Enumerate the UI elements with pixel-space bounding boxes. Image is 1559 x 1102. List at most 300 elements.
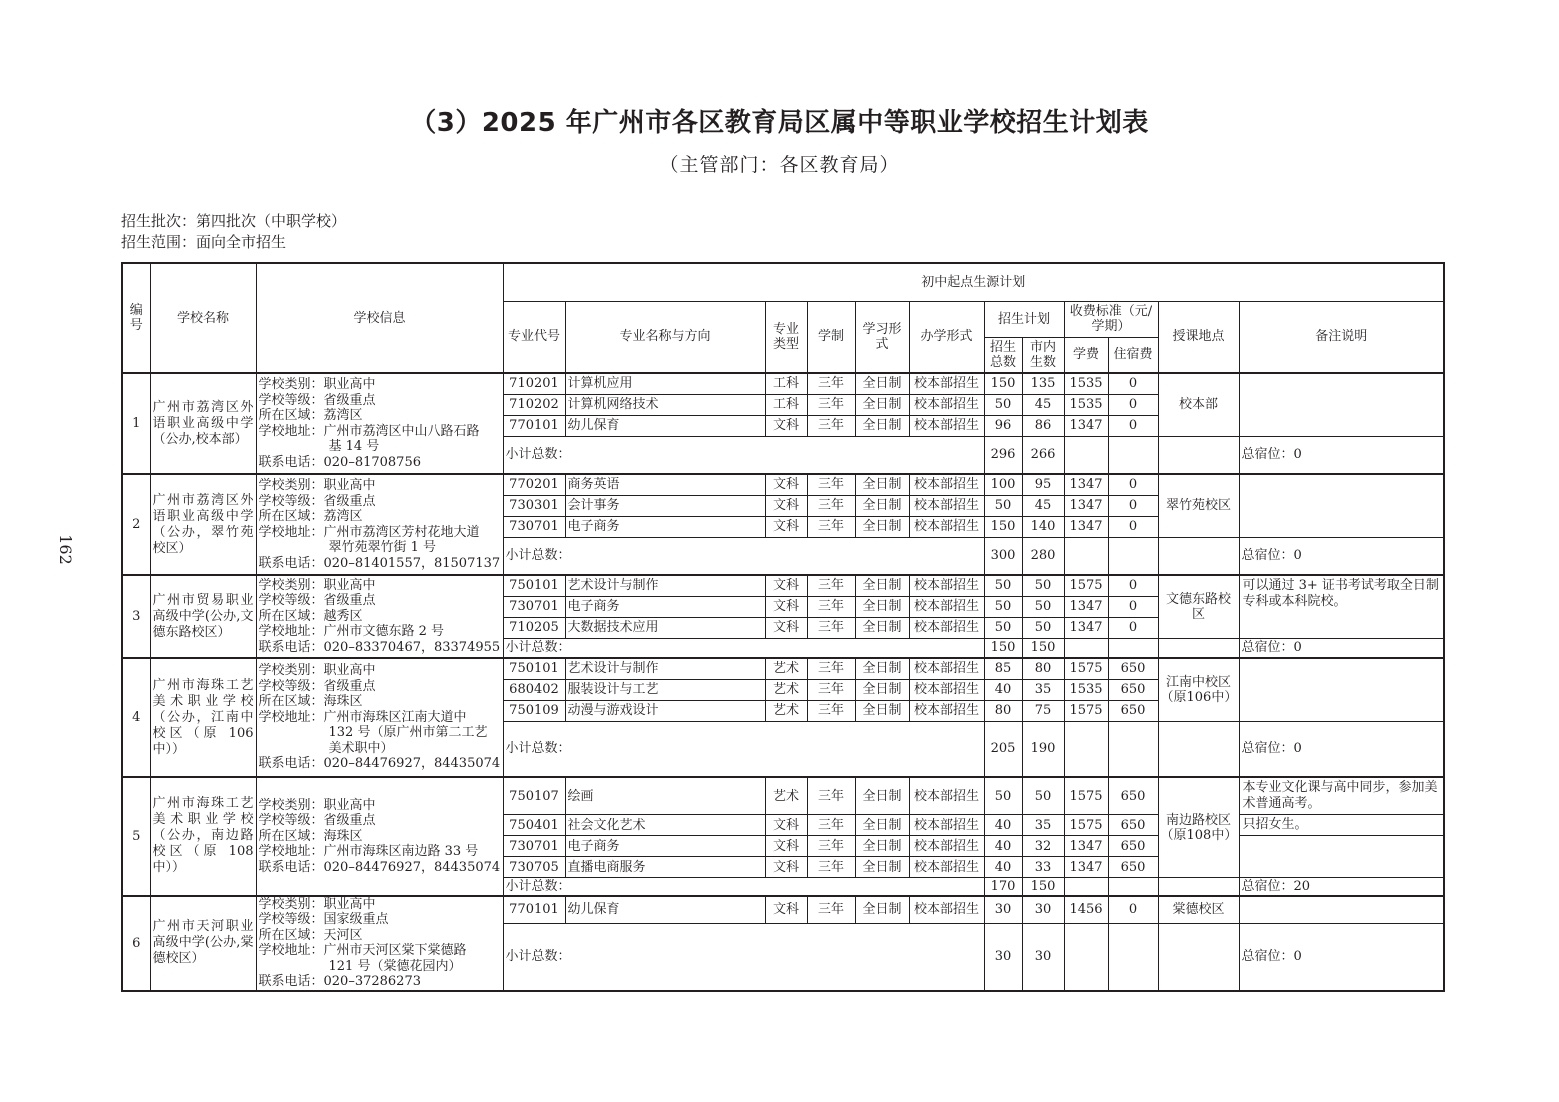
major-name: 绘画	[565, 777, 765, 815]
subtotal-plan-total: 150	[984, 638, 1022, 658]
school-info-line: 学校类别：职业高中	[258, 377, 376, 392]
header-remarks: 备注说明	[1239, 301, 1444, 373]
major-type: 文科	[765, 596, 807, 617]
duration: 三年	[807, 474, 855, 495]
subtotal-plan-total: 170	[984, 878, 1022, 896]
school-info-line: 学校地址：广州市海珠区南边路 33 号	[258, 844, 479, 859]
lodging-fee: 0	[1108, 575, 1158, 596]
subtotal-plan-city: 30	[1022, 924, 1064, 991]
header-major-code: 专业代号	[503, 301, 565, 373]
major-name: 电子商务	[565, 596, 765, 617]
page-title: （3）2025 年广州市各区教育局区属中等职业学校招生计划表	[410, 108, 1149, 138]
plan-city: 30	[1022, 896, 1064, 924]
plan-city: 35	[1022, 815, 1064, 836]
school-name: 广州市海珠工艺美术职业学校（公办，江南中校区（原 106 中））	[150, 658, 256, 777]
major-type: 文科	[765, 617, 807, 638]
tuition: 1347	[1064, 596, 1108, 617]
major-type: 文科	[765, 474, 807, 495]
plan-city: 50	[1022, 617, 1064, 638]
school-info-line: 学校等级：省级重点	[258, 678, 376, 694]
table-row	[122, 474, 1444, 495]
school-info-line: 所在区域：越秀区	[258, 608, 363, 624]
major-type: 工科	[765, 394, 807, 415]
duration: 三年	[807, 617, 855, 638]
school-no: 2	[122, 474, 150, 575]
plan-total: 96	[984, 415, 1022, 436]
study-form: 全日制	[855, 575, 909, 596]
school-info	[256, 474, 503, 575]
teaching-location: 翠竹苑校区	[1158, 474, 1239, 537]
subtotal-tuition	[1064, 924, 1108, 991]
study-form: 全日制	[855, 474, 909, 495]
header-plan-city: 市内生数	[1022, 337, 1064, 373]
subtotal-lodging	[1108, 878, 1158, 896]
plan-total: 50	[984, 596, 1022, 617]
subtotal-label: 小计总数：	[503, 638, 984, 658]
subtotal-plan-total: 300	[984, 537, 1022, 575]
major-name: 计算机应用	[565, 373, 765, 394]
header-no: 编号	[122, 263, 150, 373]
study-form: 全日制	[855, 373, 909, 394]
major-type: 艺术	[765, 777, 807, 815]
lodging-fee: 0	[1108, 596, 1158, 617]
plan-total: 40	[984, 679, 1022, 700]
table-row	[122, 575, 1444, 596]
run-form: 校本部招生	[909, 617, 984, 638]
subtotal-location	[1158, 638, 1239, 658]
school-info-line: 联系电话：020–37286273	[258, 974, 421, 989]
subtotal-plan-city: 150	[1022, 638, 1064, 658]
study-form: 全日制	[855, 394, 909, 415]
major-code: 750101	[503, 575, 565, 596]
header-fee: 收费标准（元/学期）	[1064, 301, 1158, 337]
major-type: 文科	[765, 815, 807, 836]
duration: 三年	[807, 700, 855, 721]
run-form: 校本部招生	[909, 777, 984, 815]
tuition: 1347	[1064, 516, 1108, 537]
plan-total: 40	[984, 857, 1022, 878]
total-dorm-beds: 总宿位：0	[1239, 638, 1444, 658]
school-info-line: 学校地址：广州市文德东路 2 号	[258, 624, 445, 640]
plan-city: 32	[1022, 836, 1064, 857]
duration: 三年	[807, 394, 855, 415]
header-run-form: 办学形式	[909, 301, 984, 373]
duration: 三年	[807, 896, 855, 924]
remark	[1239, 896, 1444, 924]
teaching-location: 南边路校区（原108中）	[1158, 777, 1239, 878]
run-form: 校本部招生	[909, 596, 984, 617]
subtotal-location	[1158, 924, 1239, 991]
header-plan: 招生计划	[984, 301, 1064, 337]
run-form: 校本部招生	[909, 415, 984, 436]
school-info-line: 学校地址：广州市荔湾区中山八路石路	[258, 423, 480, 439]
remark: 本专业文化课与高中同步，参加美术普通高考。	[1239, 777, 1444, 815]
lodging-fee: 0	[1108, 617, 1158, 638]
school-info-line: 所在区域：海珠区	[258, 694, 363, 710]
major-name: 大数据技术应用	[565, 617, 765, 638]
school-info-line: 所在区域：天河区	[258, 927, 363, 943]
admission-scope: 招生范围：面向全市招生	[121, 233, 287, 251]
school-info	[256, 575, 503, 658]
plan-city: 140	[1022, 516, 1064, 537]
school-info	[256, 777, 503, 896]
subtotal-label: 小计总数：	[503, 924, 984, 991]
plan-city: 50	[1022, 575, 1064, 596]
major-name: 直播电商服务	[565, 857, 765, 878]
subtotal-tuition	[1064, 436, 1108, 474]
plan-city: 50	[1022, 777, 1064, 815]
tuition: 1575	[1064, 700, 1108, 721]
run-form: 校本部招生	[909, 394, 984, 415]
school-info-line: 联系电话：020–84476927，84435074	[258, 859, 501, 875]
major-type: 文科	[765, 495, 807, 516]
run-form: 校本部招生	[909, 474, 984, 495]
plan-total: 50	[984, 394, 1022, 415]
total-dorm-beds: 总宿位：0	[1239, 721, 1444, 777]
plan-city: 86	[1022, 415, 1064, 436]
subtotal-label: 小计总数：	[503, 878, 984, 896]
school-name: 广州市贸易职业高级中学(公办,文德东路校区）	[150, 575, 256, 658]
lodging-fee: 0	[1108, 394, 1158, 415]
school-info-line: 学校等级：省级重点	[258, 593, 376, 609]
major-type: 文科	[765, 575, 807, 596]
subtotal-plan-total: 205	[984, 721, 1022, 777]
subtotal-label: 小计总数：	[503, 436, 984, 474]
teaching-location: 江南中校区（原106中）	[1158, 658, 1239, 721]
study-form: 全日制	[855, 777, 909, 815]
tuition: 1575	[1064, 815, 1108, 836]
remark	[1239, 658, 1444, 721]
subtotal-plan-city: 266	[1022, 436, 1064, 474]
major-code: 750401	[503, 815, 565, 836]
study-form: 全日制	[855, 658, 909, 679]
remark	[1239, 373, 1444, 436]
school-info-line: 学校地址：广州市海珠区江南大道中	[258, 709, 467, 725]
duration: 三年	[807, 857, 855, 878]
tuition: 1347	[1064, 617, 1108, 638]
school-info-line: 学校类别：职业高中	[258, 663, 376, 679]
subtotal-lodging	[1108, 638, 1158, 658]
subtotal-tuition	[1064, 721, 1108, 777]
study-form: 全日制	[855, 617, 909, 638]
school-info-line: 学校等级：省级重点	[258, 493, 376, 509]
header-major-name: 专业名称与方向	[565, 301, 765, 373]
major-name: 电子商务	[565, 836, 765, 857]
header-school-name: 学校名称	[150, 263, 256, 373]
school-info-line: 联系电话：020–83370467，83374955	[258, 639, 501, 655]
table-row	[122, 658, 1444, 679]
major-code: 710202	[503, 394, 565, 415]
header-major-type: 专业类型	[765, 301, 807, 373]
school-info-line: 学校等级：省级重点	[258, 813, 376, 828]
tuition: 1575	[1064, 658, 1108, 679]
tuition: 1575	[1064, 575, 1108, 596]
plan-total: 50	[984, 495, 1022, 516]
table-row	[122, 777, 1444, 815]
school-info-line: 学校等级：省级重点	[258, 392, 376, 408]
plan-total: 50	[984, 617, 1022, 638]
teaching-location: 文德东路校区	[1158, 575, 1239, 638]
major-type: 文科	[765, 896, 807, 924]
run-form: 校本部招生	[909, 857, 984, 878]
tuition: 1347	[1064, 836, 1108, 857]
remark: 可以通过 3+ 证书考试考取全日制专科或本科院校。	[1239, 575, 1444, 638]
school-info	[256, 896, 503, 991]
duration: 三年	[807, 777, 855, 815]
subtotal-label: 小计总数：	[503, 721, 984, 777]
header-study-form: 学习形式	[855, 301, 909, 373]
school-name: 广州市天河职业高级中学(公办,棠德校区）	[150, 896, 256, 991]
major-name: 电子商务	[565, 516, 765, 537]
major-type: 文科	[765, 516, 807, 537]
header-tuition: 学费	[1064, 337, 1108, 373]
major-code: 730701	[503, 836, 565, 857]
remark	[1239, 836, 1444, 878]
school-info-line: 所在区域：海珠区	[258, 828, 363, 844]
subtotal-plan-city: 280	[1022, 537, 1064, 575]
study-form: 全日制	[855, 815, 909, 836]
major-code: 730705	[503, 857, 565, 878]
major-name: 商务英语	[565, 474, 765, 495]
major-type: 文科	[765, 415, 807, 436]
major-type: 艺术	[765, 658, 807, 679]
school-no: 4	[122, 658, 150, 777]
school-info-line: 学校地址：广州市荔湾区芳村花地大道	[258, 524, 480, 540]
plan-city: 95	[1022, 474, 1064, 495]
lodging-fee: 650	[1108, 857, 1158, 878]
plan-city: 135	[1022, 373, 1064, 394]
tuition: 1535	[1064, 679, 1108, 700]
school-info	[256, 658, 503, 777]
duration: 三年	[807, 815, 855, 836]
major-code: 680402	[503, 679, 565, 700]
school-info	[256, 373, 503, 474]
major-type: 文科	[765, 857, 807, 878]
school-info-line: 翠竹苑翠竹街 1 号	[328, 540, 437, 555]
school-info-line: 联系电话：020–84476927，84435074	[258, 756, 501, 772]
lodging-fee: 0	[1108, 516, 1158, 537]
run-form: 校本部招生	[909, 575, 984, 596]
teaching-location: 棠德校区	[1158, 896, 1239, 924]
header-duration: 学制	[807, 301, 855, 373]
major-name: 会计事务	[565, 495, 765, 516]
major-name: 社会文化艺术	[565, 815, 765, 836]
major-code: 750107	[503, 777, 565, 815]
page-subtitle: （主管部门：各区教育局）	[659, 154, 900, 176]
school-no: 6	[122, 896, 150, 991]
major-type: 艺术	[765, 679, 807, 700]
subtotal-location	[1158, 721, 1239, 777]
school-info-line: 所在区域：荔湾区	[258, 509, 363, 524]
subtotal-tuition	[1064, 638, 1108, 658]
teaching-location: 校本部	[1158, 373, 1239, 436]
major-type: 工科	[765, 373, 807, 394]
header-location: 授课地点	[1158, 301, 1239, 373]
school-info-line: 基 14 号	[328, 439, 380, 454]
table-body	[122, 373, 1444, 991]
study-form: 全日制	[855, 857, 909, 878]
study-form: 全日制	[855, 896, 909, 924]
study-form: 全日制	[855, 415, 909, 436]
plan-city: 50	[1022, 596, 1064, 617]
school-no: 3	[122, 575, 150, 658]
header-plan-total: 招生总数	[984, 337, 1022, 373]
school-info-line: 学校类别：职业高中	[258, 797, 376, 813]
study-form: 全日制	[855, 836, 909, 857]
page-number: 162	[55, 534, 75, 565]
tuition: 1347	[1064, 474, 1108, 495]
lodging-fee: 650	[1108, 815, 1158, 836]
subtotal-lodging	[1108, 436, 1158, 474]
major-name: 动漫与游戏设计	[565, 700, 765, 721]
school-no: 1	[122, 373, 150, 474]
tuition: 1347	[1064, 415, 1108, 436]
run-form: 校本部招生	[909, 700, 984, 721]
run-form: 校本部招生	[909, 495, 984, 516]
lodging-fee: 650	[1108, 700, 1158, 721]
school-info-line: 学校类别：职业高中	[258, 478, 376, 493]
major-name: 幼儿保育	[565, 896, 765, 924]
major-type: 文科	[765, 836, 807, 857]
subtotal-location	[1158, 878, 1239, 896]
plan-total: 50	[984, 575, 1022, 596]
tuition: 1535	[1064, 394, 1108, 415]
school-name: 广州市海珠工艺美术职业学校（公办，南边路校区（原 108 中））	[150, 777, 256, 896]
major-name: 服装设计与工艺	[565, 679, 765, 700]
duration: 三年	[807, 495, 855, 516]
subtotal-location	[1158, 436, 1239, 474]
major-code: 750109	[503, 700, 565, 721]
run-form: 校本部招生	[909, 373, 984, 394]
remark: 只招女生。	[1239, 815, 1444, 836]
lodging-fee: 0	[1108, 896, 1158, 924]
run-form: 校本部招生	[909, 516, 984, 537]
lodging-fee: 0	[1108, 474, 1158, 495]
subtotal-label: 小计总数：	[503, 537, 984, 575]
major-code: 730701	[503, 596, 565, 617]
study-form: 全日制	[855, 596, 909, 617]
major-code: 710205	[503, 617, 565, 638]
table-row	[122, 896, 1444, 924]
remark	[1239, 474, 1444, 537]
plan-total: 40	[984, 836, 1022, 857]
run-form: 校本部招生	[909, 836, 984, 857]
plan-city: 45	[1022, 394, 1064, 415]
plan-total: 150	[984, 516, 1022, 537]
study-form: 全日制	[855, 516, 909, 537]
subtotal-plan-total: 296	[984, 436, 1022, 474]
duration: 三年	[807, 658, 855, 679]
plan-total: 50	[984, 777, 1022, 815]
duration: 三年	[807, 679, 855, 700]
subtotal-lodging	[1108, 721, 1158, 777]
lodging-fee: 650	[1108, 836, 1158, 857]
subtotal-location	[1158, 537, 1239, 575]
plan-city: 35	[1022, 679, 1064, 700]
study-form: 全日制	[855, 700, 909, 721]
run-form: 校本部招生	[909, 658, 984, 679]
tuition: 1347	[1064, 495, 1108, 516]
major-name: 艺术设计与制作	[565, 658, 765, 679]
duration: 三年	[807, 373, 855, 394]
school-name: 广州市荔湾区外语职业高级中学（公办，翠竹苑校区）	[150, 474, 256, 575]
plan-total: 40	[984, 815, 1022, 836]
header-lodging: 住宿费	[1108, 337, 1158, 373]
school-no: 5	[122, 777, 150, 896]
lodging-fee: 650	[1108, 777, 1158, 815]
major-code: 770101	[503, 896, 565, 924]
school-info-line: 学校等级：国家级重点	[258, 912, 389, 927]
school-info-line: 学校类别：职业高中	[258, 577, 376, 593]
run-form: 校本部招生	[909, 896, 984, 924]
school-info-line: 联系电话：020–81708756	[258, 454, 421, 470]
subtotal-tuition	[1064, 537, 1108, 575]
major-code: 730301	[503, 495, 565, 516]
header-school-info: 学校信息	[256, 263, 503, 373]
plan-city: 45	[1022, 495, 1064, 516]
lodging-fee: 650	[1108, 679, 1158, 700]
table-row	[122, 373, 1444, 394]
school-info-line: 美术职中）	[328, 740, 394, 756]
admission-batch: 招生批次：第四批次（中职学校）	[121, 212, 347, 230]
plan-total: 30	[984, 896, 1022, 924]
tuition: 1535	[1064, 373, 1108, 394]
school-info-line: 所在区域：荔湾区	[258, 408, 363, 423]
plan-total: 150	[984, 373, 1022, 394]
total-dorm-beds: 总宿位：0	[1239, 537, 1444, 575]
tuition: 1575	[1064, 777, 1108, 815]
school-info-line: 132 号（原广州市第二工艺	[328, 725, 488, 741]
major-code: 770101	[503, 415, 565, 436]
school-info-line: 学校地址：广州市天河区棠下棠德路	[258, 943, 467, 958]
header-group: 初中起点生源计划	[503, 263, 1444, 301]
subtotal-lodging	[1108, 537, 1158, 575]
subtotal-plan-city: 190	[1022, 721, 1064, 777]
total-dorm-beds: 总宿位：0	[1239, 924, 1444, 991]
school-info-line: 联系电话：020–81401557，81507137	[258, 555, 501, 571]
plan-total: 100	[984, 474, 1022, 495]
plan-city: 75	[1022, 700, 1064, 721]
run-form: 校本部招生	[909, 679, 984, 700]
school-info-line: 121 号（棠德花园内）	[328, 958, 462, 974]
subtotal-plan-city: 150	[1022, 878, 1064, 896]
major-name: 幼儿保育	[565, 415, 765, 436]
duration: 三年	[807, 836, 855, 857]
subtotal-tuition	[1064, 878, 1108, 896]
duration: 三年	[807, 415, 855, 436]
plan-total: 80	[984, 700, 1022, 721]
major-name: 艺术设计与制作	[565, 575, 765, 596]
major-name: 计算机网络技术	[565, 394, 765, 415]
duration: 三年	[807, 516, 855, 537]
duration: 三年	[807, 596, 855, 617]
major-code: 730701	[503, 516, 565, 537]
major-code: 750101	[503, 658, 565, 679]
total-dorm-beds: 总宿位：20	[1239, 878, 1444, 896]
lodging-fee: 0	[1108, 415, 1158, 436]
study-form: 全日制	[855, 679, 909, 700]
duration: 三年	[807, 575, 855, 596]
school-info-line: 学校类别：职业高中	[258, 896, 376, 912]
study-form: 全日制	[855, 495, 909, 516]
major-code: 770201	[503, 474, 565, 495]
school-name: 广州市荔湾区外语职业高级中学（公办,校本部）	[150, 373, 256, 474]
tuition: 1347	[1064, 857, 1108, 878]
tuition: 1456	[1064, 896, 1108, 924]
plan-total: 85	[984, 658, 1022, 679]
major-type: 艺术	[765, 700, 807, 721]
lodging-fee: 650	[1108, 658, 1158, 679]
